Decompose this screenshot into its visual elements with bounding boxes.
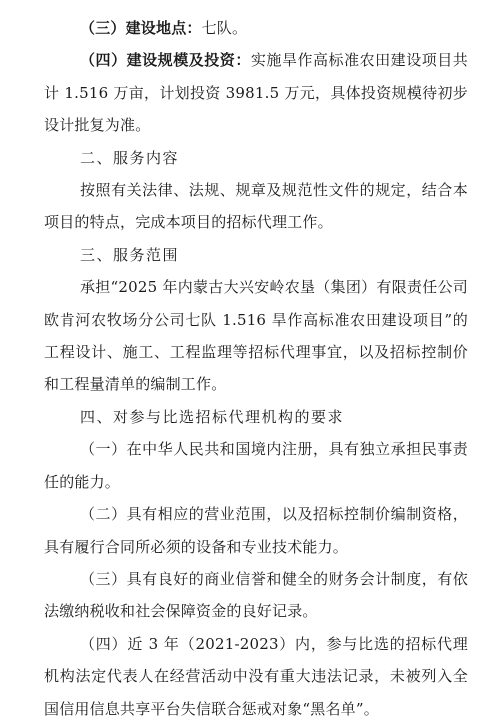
construction-location-text: 七队。: [201, 19, 248, 37]
service-content-heading: 二、服务内容: [80, 148, 180, 167]
requirement-3-paragraph: （三）具有良好的商业信誉和健全的财务会计制度，有依法缴纳税收和社会保障资金的良好记录。: [44, 569, 468, 621]
requirement-1-paragraph: （一）在中华人民共和国境内注册，具有独立承担民事责任的能力。: [44, 440, 468, 491]
requirement-2-paragraph: （二）具有相应的营业范围，以及招标控制价编制资格，具有履行合同所必须的设备和专业技术能力。: [44, 505, 468, 556]
service-scope-heading: 三、服务范围: [80, 245, 180, 264]
service-scope-paragraph: 承担“2025 年内蒙古大兴安岭农垦（集团）有限责任公司欧肯河农牧场分公司七队 1.516 旱作高标准农田建设项目”的工程设计、施工、工程监理等招标代理事宜，以及招标控制价和工程量清单的编制工作。: [44, 278, 468, 394]
agency-requirements-heading: 四、对参与比选招标代理机构的要求: [80, 407, 345, 426]
construction-scale-text: 实施旱作高标准农田建设项目共计 1.516 万亩，计划投资 3981.5 万元，具体投资规模待初步设计批复为准。: [44, 51, 469, 135]
construction-location-paragraph: [44, 12, 468, 44]
requirement-4-paragraph: （四）近 3 年（2021-2023）内，参与比选的招标代理机构法定代表人在经营活动中没有重大违法记录，未被列入全国信用信息共享平台失信联合惩戒对象“黑名单”。: [44, 634, 468, 718]
construction-scale-paragraph: [44, 44, 468, 141]
service-content-paragraph: 按照有关法律、法规、规章及规范性文件的规定，结合本项目的特点，完成本项目的招标代理工作。: [44, 181, 468, 232]
construction-scale-label: （四）建设规模及投资：: [80, 51, 251, 70]
construction-location-label: （三）建设地点：: [80, 19, 202, 37]
